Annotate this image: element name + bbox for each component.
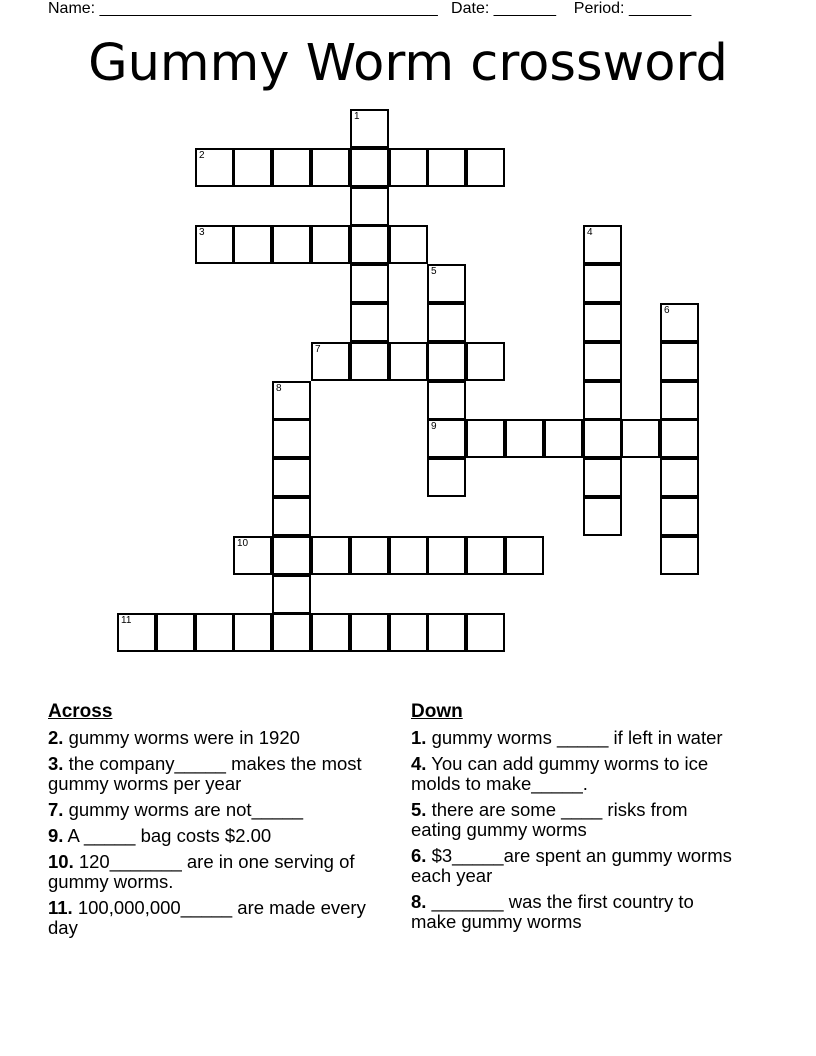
crossword-cell[interactable] bbox=[660, 303, 699, 342]
page-title: Gummy Worm crossword bbox=[88, 34, 728, 93]
crossword-cell[interactable] bbox=[660, 458, 699, 497]
clue-number: 10 bbox=[237, 538, 249, 549]
crossword-cell[interactable] bbox=[583, 303, 622, 342]
clue-number: 3 bbox=[199, 227, 205, 238]
crossword-cell[interactable] bbox=[427, 342, 466, 381]
crossword-cell[interactable] bbox=[195, 225, 234, 264]
clue-number: 8 bbox=[276, 383, 282, 394]
crossword-cell[interactable] bbox=[544, 419, 583, 458]
clue-number: 4 bbox=[587, 227, 593, 238]
crossword-cell[interactable] bbox=[272, 419, 311, 458]
crossword-cell[interactable] bbox=[233, 225, 272, 264]
crossword-cell[interactable] bbox=[350, 613, 389, 652]
crossword-cell[interactable] bbox=[389, 225, 428, 264]
crossword-cell[interactable] bbox=[389, 342, 428, 381]
crossword-cell[interactable] bbox=[583, 342, 622, 381]
crossword-cell[interactable] bbox=[583, 264, 622, 303]
crossword-cell[interactable] bbox=[466, 536, 505, 575]
crossword-cell[interactable] bbox=[350, 342, 389, 381]
crossword-cell[interactable] bbox=[272, 225, 311, 264]
crossword-cell[interactable] bbox=[427, 381, 466, 420]
crossword-cell[interactable] bbox=[350, 109, 389, 148]
clue-number: 11 bbox=[121, 615, 132, 626]
crossword-cell[interactable] bbox=[350, 148, 389, 187]
crossword-cell[interactable] bbox=[233, 536, 272, 575]
crossword-cell[interactable] bbox=[427, 264, 466, 303]
crossword-cell[interactable] bbox=[272, 575, 311, 614]
clue-across-2: 2. gummy worms were in 1920 bbox=[48, 727, 300, 748]
crossword-cell[interactable] bbox=[427, 148, 466, 187]
clue-across-3: 3. the company_____ makes the most gummy worms per year bbox=[48, 753, 362, 794]
name-date-period-line: Name: ______________________________________ Date: _______ Period: _______ bbox=[48, 0, 692, 17]
crossword-cell[interactable] bbox=[350, 187, 389, 226]
crossword-cell[interactable] bbox=[272, 613, 311, 652]
crossword-cell[interactable] bbox=[272, 148, 311, 187]
crossword-cell[interactable] bbox=[311, 342, 350, 381]
crossword-cell[interactable] bbox=[505, 536, 544, 575]
clue-number: 7 bbox=[315, 344, 321, 355]
crossword-cell[interactable] bbox=[311, 613, 350, 652]
across-clues bbox=[48, 702, 398, 944]
crossword-cell[interactable] bbox=[466, 613, 505, 652]
clue-number: 9 bbox=[431, 421, 437, 432]
clue-number: 2 bbox=[199, 150, 205, 161]
clue-down-4: 4. You can add gummy worms to ice molds to make_____. bbox=[411, 753, 709, 794]
crossword-cell[interactable] bbox=[233, 613, 272, 652]
down-clues bbox=[411, 702, 741, 938]
crossword-cell[interactable] bbox=[272, 536, 311, 575]
crossword-cell[interactable] bbox=[505, 419, 544, 458]
crossword-cell[interactable] bbox=[660, 497, 699, 536]
crossword-cell[interactable] bbox=[660, 419, 699, 458]
crossword-cell[interactable] bbox=[466, 342, 505, 381]
crossword-cell[interactable] bbox=[272, 381, 311, 420]
crossword-cell[interactable] bbox=[427, 303, 466, 342]
crossword-cell[interactable] bbox=[583, 458, 622, 497]
crossword-cell[interactable] bbox=[156, 613, 195, 652]
crossword-cell[interactable] bbox=[583, 419, 622, 458]
crossword-cell[interactable] bbox=[621, 419, 660, 458]
across-heading: Across bbox=[48, 701, 113, 722]
crossword-cell[interactable] bbox=[660, 342, 699, 381]
crossword-cell[interactable] bbox=[583, 497, 622, 536]
clue-across-10: 10. 120_______ are in one serving of gummy worms. bbox=[48, 851, 355, 892]
crossword-cell[interactable] bbox=[311, 536, 350, 575]
clue-down-6: 6. $3_____are spent an gummy worms each year bbox=[411, 845, 732, 886]
crossword-cell[interactable] bbox=[389, 536, 428, 575]
crossword-cell[interactable] bbox=[272, 497, 311, 536]
clue-across-9: 9. A _____ bag costs $2.00 bbox=[48, 825, 272, 846]
crossword-cell[interactable] bbox=[583, 225, 622, 264]
crossword-cell[interactable] bbox=[427, 458, 466, 497]
crossword-cell[interactable] bbox=[311, 148, 350, 187]
clue-number: 1 bbox=[354, 111, 360, 122]
crossword-cell[interactable] bbox=[195, 613, 234, 652]
crossword-cell[interactable] bbox=[350, 536, 389, 575]
crossword-cell[interactable] bbox=[660, 536, 699, 575]
crossword-cell[interactable] bbox=[389, 148, 428, 187]
clue-down-1: 1. gummy worms _____ if left in water bbox=[411, 727, 723, 748]
crossword-cell[interactable] bbox=[233, 148, 272, 187]
crossword-cell[interactable] bbox=[311, 225, 350, 264]
crossword-cell[interactable] bbox=[195, 148, 234, 187]
clue-down-5: 5. there are some ____ risks from eating gummy worms bbox=[411, 799, 688, 840]
crossword-cell[interactable] bbox=[272, 458, 311, 497]
crossword-cell[interactable] bbox=[466, 419, 505, 458]
crossword-cell[interactable] bbox=[427, 536, 466, 575]
clue-down-8: 8. _______ was the first country to make gummy worms bbox=[411, 891, 694, 932]
crossword-cell[interactable] bbox=[583, 381, 622, 420]
crossword-cell[interactable] bbox=[350, 264, 389, 303]
clue-number: 6 bbox=[664, 305, 670, 316]
clue-across-7: 7. gummy worms are not_____ bbox=[48, 799, 304, 820]
clue-across-11: 11. 100,000,000_____ are made every day bbox=[48, 897, 366, 938]
crossword-cell[interactable] bbox=[350, 225, 389, 264]
crossword-cell[interactable] bbox=[466, 148, 505, 187]
crossword-cell[interactable] bbox=[427, 419, 466, 458]
crossword-cell[interactable] bbox=[660, 381, 699, 420]
clue-number: 5 bbox=[431, 266, 437, 277]
crossword-cell[interactable] bbox=[117, 613, 156, 652]
down-heading: Down bbox=[411, 701, 463, 722]
crossword-cell[interactable] bbox=[350, 303, 389, 342]
crossword-cell[interactable] bbox=[427, 613, 466, 652]
crossword-cell[interactable] bbox=[389, 613, 428, 652]
